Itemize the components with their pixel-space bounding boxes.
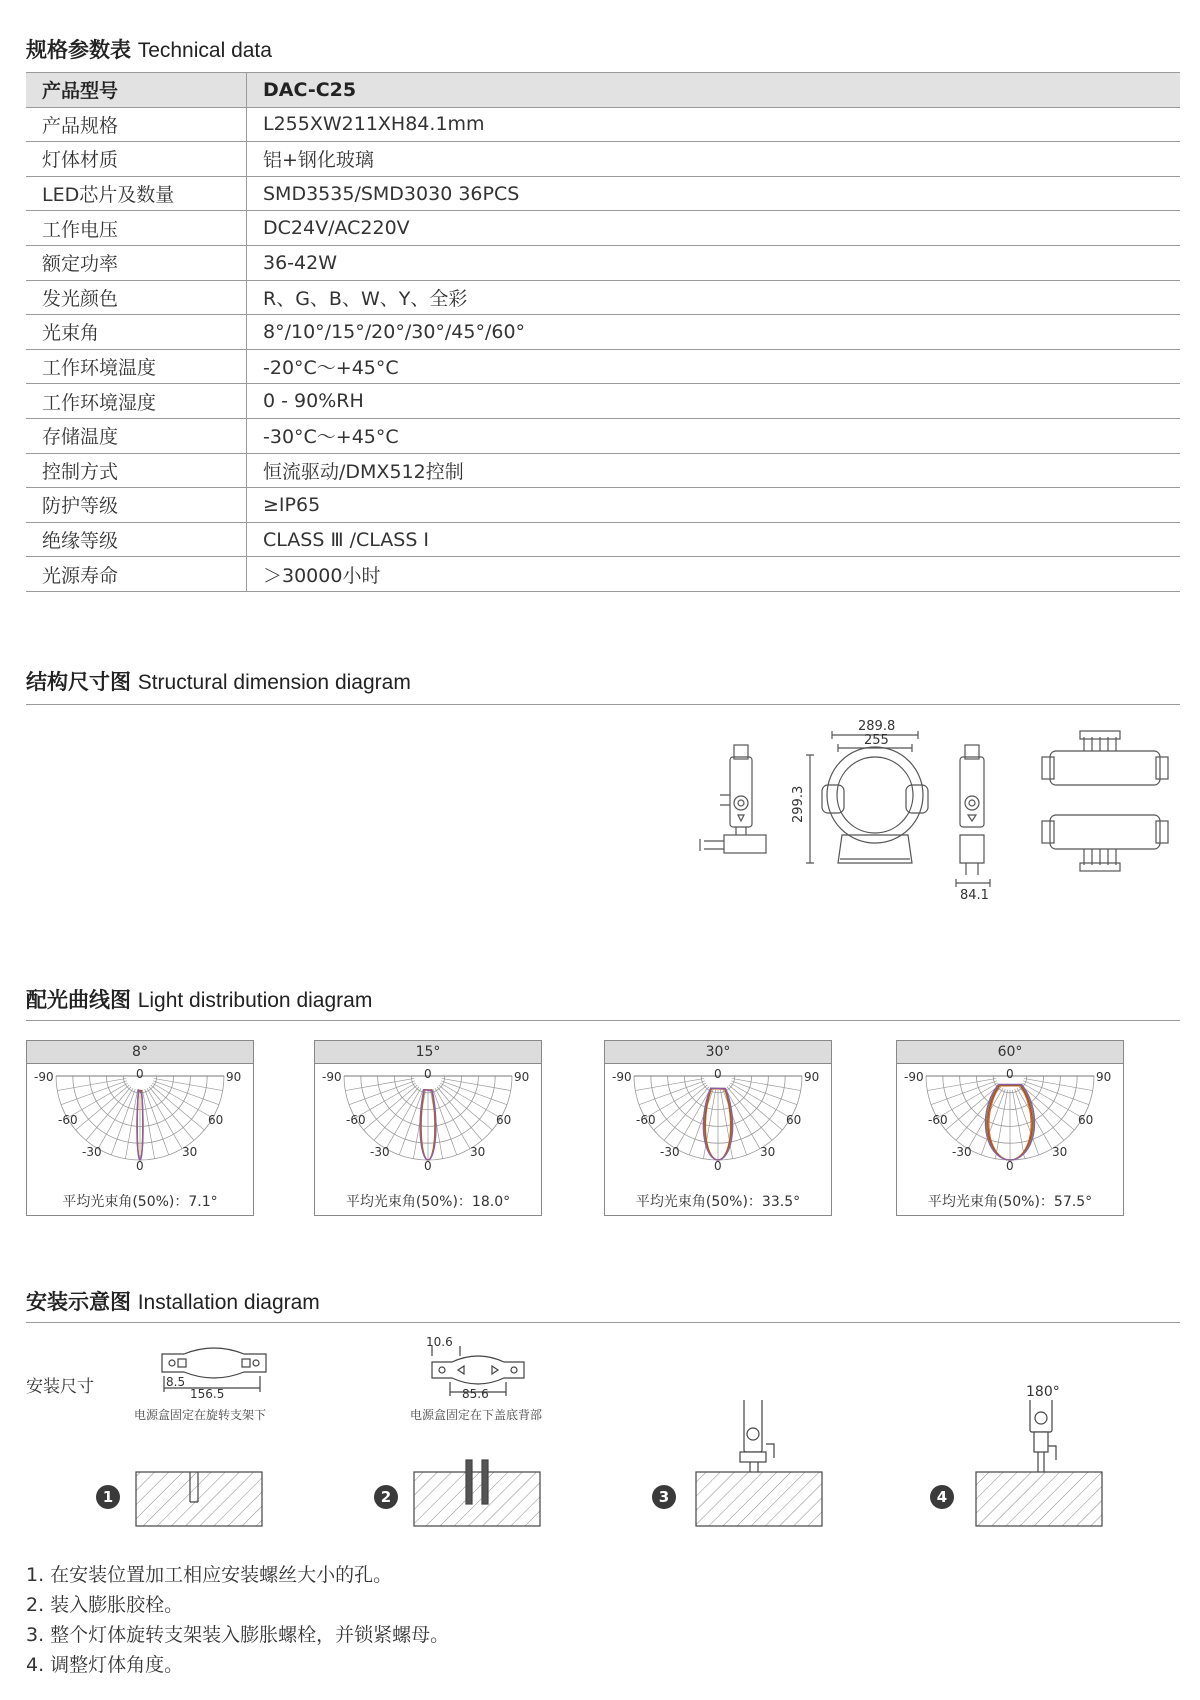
spec-row <box>26 453 1180 488</box>
light-panel <box>26 1040 254 1216</box>
dim-width-outer: 289.8 <box>858 719 896 734</box>
spec-key: 产品规格 <box>26 107 247 142</box>
spec-key: 产品型号 <box>26 73 247 108</box>
spec-value: DAC-C25 <box>247 73 1181 108</box>
spec-key: 光束角 <box>26 315 247 350</box>
polar-axis-label: 0 <box>136 1067 144 1081</box>
polar-axis-label: 60 <box>786 1113 802 1127</box>
polar-axis-label: 90 <box>804 1070 820 1084</box>
spec-row <box>26 522 1180 557</box>
polar-chart <box>897 1064 1123 1184</box>
spec-section-title <box>26 34 272 64</box>
spec-value: CLASS Ⅲ /CLASS Ⅰ <box>247 522 1181 557</box>
spec-key: 控制方式 <box>26 453 247 488</box>
spec-key: 防护等级 <box>26 488 247 523</box>
spec-key: 工作电压 <box>26 211 247 246</box>
step-4-badge: 4 <box>930 1485 954 1509</box>
install-step-1: 1. 在安装位置加工相应安装螺丝大小的孔。 <box>26 1564 393 1586</box>
polar-axis-label: -60 <box>346 1113 366 1127</box>
spec-header-row <box>26 73 1180 108</box>
light-panel-caption: 平均光束角(50%)：7.1° <box>62 1194 218 1210</box>
polar-axis-label: 30 <box>470 1145 486 1159</box>
spec-row <box>26 280 1180 315</box>
spec-key: 光源寿命 <box>26 557 247 592</box>
spec-row <box>26 384 1180 419</box>
spec-row <box>26 488 1180 523</box>
polar-axis-label: -60 <box>58 1113 78 1127</box>
spec-value: 铝+钢化玻璃 <box>247 142 1181 177</box>
polar-axis-label: -60 <box>636 1113 656 1127</box>
structure-divider <box>26 704 1180 705</box>
spec-key: LED芯片及数量 <box>26 176 247 211</box>
polar-axis-label: -30 <box>82 1145 102 1159</box>
polar-axis-label: 0 <box>714 1159 722 1173</box>
step-2-badge: 2 <box>374 1485 398 1509</box>
light-title-en: Light distribution diagram <box>137 989 373 1012</box>
polar-axis-label: 0 <box>1006 1067 1014 1081</box>
spec-row <box>26 176 1180 211</box>
polar-axis-label: 90 <box>514 1070 530 1084</box>
spec-value: 8°/10°/15°/20°/30°/45°/60° <box>247 315 1181 350</box>
spec-value: R、G、B、W、Y、全彩 <box>247 280 1181 315</box>
spec-row <box>26 142 1180 177</box>
step-3-badge: 3 <box>652 1485 676 1509</box>
spec-key: 工作环境温度 <box>26 349 247 384</box>
spec-value: ＞30000小时 <box>247 557 1181 592</box>
polar-axis-label: -90 <box>34 1070 54 1084</box>
polar-axis-label: -30 <box>370 1145 390 1159</box>
side-view-right <box>956 745 990 887</box>
polar-axis-label: 60 <box>208 1113 224 1127</box>
spec-row <box>26 557 1180 592</box>
polar-axis-label: 60 <box>1078 1113 1094 1127</box>
spec-row <box>26 349 1180 384</box>
light-panel <box>314 1040 542 1216</box>
structure-title-en: Structural dimension diagram <box>137 671 411 694</box>
spec-value: -20°C～+45°C <box>247 349 1181 384</box>
spec-value: SMD3535/SMD3030 36PCS <box>247 176 1181 211</box>
wall-step-1 <box>136 1472 262 1526</box>
spec-value: 36-42W <box>247 245 1181 280</box>
light-panel-caption: 平均光束角(50%)：33.5° <box>635 1194 801 1210</box>
polar-axis-label: -30 <box>952 1145 972 1159</box>
wall-step-4 <box>976 1472 1102 1526</box>
polar-axis-label: 90 <box>226 1070 242 1084</box>
spec-title-en: Technical data <box>137 39 272 62</box>
install-divider <box>26 1322 1180 1323</box>
dim-depth: 84.1 <box>960 888 989 903</box>
polar-axis-label: 30 <box>1052 1145 1068 1159</box>
polar-axis-label: -90 <box>904 1070 924 1084</box>
spec-value: -30°C～+45°C <box>247 418 1181 453</box>
wall-step-3 <box>696 1472 822 1526</box>
spec-row <box>26 107 1180 142</box>
bracket1-dim-b: 156.5 <box>190 1387 225 1400</box>
front-view <box>806 731 928 863</box>
light-section-title <box>26 984 372 1014</box>
light-panel-angle: 8° <box>27 1041 253 1064</box>
structure-section-title <box>26 666 411 696</box>
rotate-label: 180° <box>1026 1384 1060 1400</box>
install-size-label: 安装尺寸 <box>26 1377 94 1397</box>
spec-row <box>26 315 1180 350</box>
install-title-en: Installation diagram <box>137 1291 320 1314</box>
light-panel-caption: 平均光束角(50%)：57.5° <box>927 1194 1093 1210</box>
spec-key: 额定功率 <box>26 245 247 280</box>
polar-axis-label: 30 <box>760 1145 776 1159</box>
spec-value: 0 - 90%RH <box>247 384 1181 419</box>
install-steps-list <box>26 1560 449 1680</box>
polar-axis-label: 0 <box>424 1067 432 1081</box>
spec-key: 绝缘等级 <box>26 522 247 557</box>
bottom-view <box>1042 815 1168 871</box>
light-panel <box>604 1040 832 1216</box>
spec-title-cn: 规格参数表 <box>26 38 131 62</box>
install-steps-drawing <box>0 1400 1200 1540</box>
bracket-1-drawing <box>150 1340 280 1400</box>
spec-row <box>26 245 1180 280</box>
polar-axis-label: -90 <box>322 1070 342 1084</box>
spec-table <box>26 72 1180 592</box>
spec-key: 工作环境湿度 <box>26 384 247 419</box>
polar-chart <box>27 1064 253 1184</box>
polar-axis-label: 0 <box>1006 1159 1014 1173</box>
install-step-4: 4. 调整灯体角度。 <box>26 1654 184 1676</box>
bracket-2-drawing <box>420 1336 540 1400</box>
bracket1-note: 电源盒固定在旋转支架下 <box>134 1408 267 1422</box>
wall-step-2 <box>414 1472 540 1526</box>
spec-value: ≥IP65 <box>247 488 1181 523</box>
polar-chart <box>315 1064 541 1184</box>
structure-title-cn: 结构尺寸图 <box>26 670 131 694</box>
polar-axis-label: -60 <box>928 1113 948 1127</box>
light-panel-caption: 平均光束角(50%)：18.0° <box>345 1194 511 1210</box>
bracket1-dim-a: 8.5 <box>166 1375 186 1389</box>
install-step-3: 3. 整个灯体旋转支架装入膨胀螺栓，并锁紧螺母。 <box>26 1624 450 1646</box>
polar-chart <box>605 1064 831 1184</box>
side-view-left <box>700 745 766 853</box>
bracket2-note: 电源盒固定在下盖底背部 <box>410 1408 543 1422</box>
polar-axis-label: 0 <box>136 1159 144 1173</box>
light-panel-angle: 60° <box>897 1041 1123 1064</box>
spec-value: 恒流驱动/DMX512控制 <box>247 453 1181 488</box>
install-step-2: 2. 装入膨胀胶栓。 <box>26 1594 184 1616</box>
polar-axis-label: 30 <box>182 1145 198 1159</box>
bracket2-dim-a: 10.6 <box>426 1336 453 1349</box>
light-panel-angle: 15° <box>315 1041 541 1064</box>
top-view <box>1042 731 1168 785</box>
light-panel <box>896 1040 1124 1216</box>
structural-drawing <box>690 715 1190 905</box>
install-title-cn: 安装示意图 <box>26 1290 131 1314</box>
polar-axis-label: 0 <box>424 1159 432 1173</box>
spec-value: L255XW211XH84.1mm <box>247 107 1181 142</box>
spec-row <box>26 418 1180 453</box>
polar-axis-label: -30 <box>660 1145 680 1159</box>
spec-value: DC24V/AC220V <box>247 211 1181 246</box>
light-title-cn: 配光曲线图 <box>26 988 131 1012</box>
bracket2-dim-b: 85.6 <box>462 1387 489 1400</box>
polar-axis-label: 60 <box>496 1113 512 1127</box>
dim-width-inner: 255 <box>864 733 889 748</box>
polar-axis-label: -90 <box>612 1070 632 1084</box>
dim-height: 299.3 <box>791 785 806 823</box>
spec-row <box>26 211 1180 246</box>
spec-key: 存储温度 <box>26 418 247 453</box>
install-section-title <box>26 1286 320 1316</box>
spec-key: 发光颜色 <box>26 280 247 315</box>
light-divider <box>26 1020 1180 1021</box>
step-1-badge: 1 <box>96 1485 120 1509</box>
polar-axis-label: 90 <box>1096 1070 1112 1084</box>
polar-axis-label: 0 <box>714 1067 722 1081</box>
spec-key: 灯体材质 <box>26 142 247 177</box>
light-panel-angle: 30° <box>605 1041 831 1064</box>
